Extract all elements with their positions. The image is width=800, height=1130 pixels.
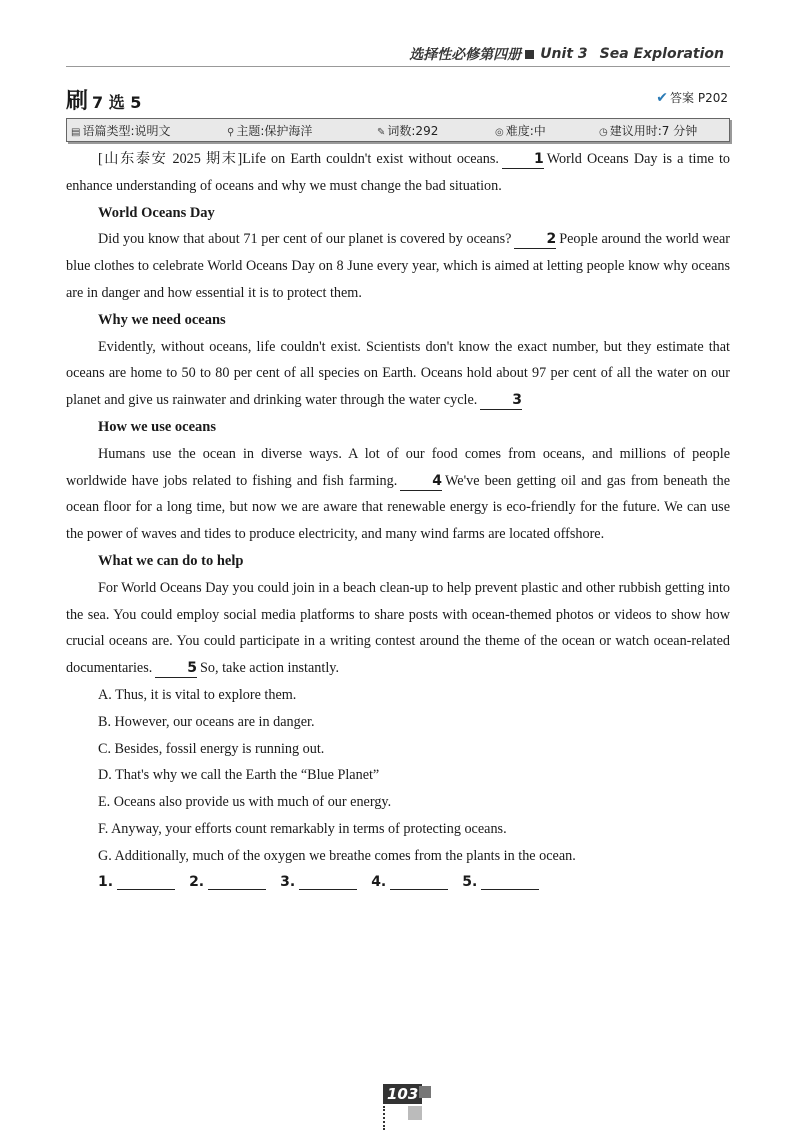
info-word-count — [377, 122, 438, 139]
answer-slot-3-line[interactable] — [299, 875, 357, 890]
paragraph-5-part-b: So, take action instantly. — [200, 660, 339, 677]
section-label: 7 选 5 — [92, 93, 142, 112]
answer-slot-3[interactable] — [280, 874, 357, 890]
passage — [66, 146, 730, 870]
paragraph-1 — [66, 146, 730, 200]
paragraph-2-part-a: Did you know that about 71 per cent of our planet is covered by oceans? — [98, 231, 512, 248]
watermark-smudge — [478, 776, 534, 802]
info-theme-text: 主题:保护海洋 — [236, 124, 313, 138]
header-topic: Sea Exploration — [599, 46, 724, 62]
header-book: 选择性必修第四册 — [409, 47, 522, 63]
info-time-text: 建议用时:7 分钟 — [609, 124, 698, 138]
header-unit: Unit 3 — [540, 46, 588, 62]
answer-reference — [656, 89, 728, 106]
option-list — [66, 682, 730, 870]
paragraph-1-part-a: [山东泰安 2025 期末]Life on Earth couldn't exist without oceans. — [98, 151, 499, 167]
search-icon: ⚲ — [227, 127, 235, 138]
answer-slot-1-label: 1. — [98, 874, 114, 890]
blank-5[interactable]: 5 — [155, 659, 197, 678]
header-square-icon — [525, 50, 534, 59]
page-decor-dots — [383, 1106, 387, 1130]
page-decor-square-dark — [419, 1086, 431, 1098]
paragraph-2-part-b: People around the world wear blue clothes to celebrate World Oceans Day on 8 June every year, which is aimed at letting people know why oceans are in danger and how essential it is to protect them. — [66, 231, 730, 301]
option-g[interactable]: G. Additionally, much of the oxygen we breathe comes from the plants in the ocean. — [98, 847, 576, 864]
answer-slot-2-label: 2. — [189, 874, 205, 890]
paragraph-5 — [66, 575, 730, 682]
heading-what-we-can-do: What we can do to help — [98, 552, 244, 569]
info-theme — [227, 122, 312, 139]
section-badge: 刷 — [66, 89, 89, 114]
page-number — [383, 1084, 422, 1104]
heading-world-oceans-day: World Oceans Day — [98, 204, 215, 221]
difficulty-icon: ◎ — [495, 127, 504, 138]
paragraph-2 — [66, 226, 730, 306]
option-c[interactable]: C. Besides, fossil energy is running out. — [98, 740, 325, 757]
answer-slot-1[interactable] — [98, 874, 175, 890]
info-difficulty-text: 难度:中 — [505, 124, 546, 138]
answer-slot-4[interactable] — [371, 874, 448, 890]
section-title — [66, 84, 141, 115]
answer-slot-4-line[interactable] — [390, 875, 448, 890]
option-e[interactable]: E. Oceans also provide us with much of our energy. — [98, 794, 392, 811]
paragraph-1-part-b: World Oceans Day is a time to enhance understanding of oceans and why we must change the bad situation. — [66, 151, 730, 194]
blank-4[interactable]: 4 — [400, 472, 442, 491]
answer-slot-1-line[interactable] — [117, 875, 175, 890]
answer-line — [98, 874, 539, 890]
option-a[interactable]: A. Thus, it is vital to explore them. — [98, 686, 297, 703]
blank-1[interactable]: 1 — [502, 150, 544, 169]
paragraph-4 — [66, 441, 730, 548]
answer-slot-2-line[interactable] — [208, 875, 266, 890]
paragraph-4-part-b: We've been getting oil and gas from beneath the ocean floor for a long time, but now we are aware that renewable energy is eco-friendly for the future. We can use the power of waves and tides to produce electricity, and many wind farms are located offshore. — [66, 472, 730, 543]
page-number-box: 103 — [383, 1084, 422, 1104]
info-genre-text: 语篇类型:说明文 — [82, 124, 171, 138]
book-icon: ▤ — [71, 127, 81, 138]
pen-icon: ✎ — [377, 127, 386, 138]
option-b[interactable]: B. However, our oceans are in danger. — [98, 713, 315, 730]
answer-slot-4-label: 4. — [371, 874, 387, 890]
check-icon: ✔ — [656, 89, 669, 106]
info-difficulty — [495, 122, 546, 139]
paragraph-5-part-a: For World Oceans Day you could join in a beach clean-up to help prevent plastic and other rubbish getting into the sea. You could employ social media platforms to share posts with ocean-themed photos or videos to show how crucial oceans are. You could participate in a writing contest around the theme of the ocean or watch ocean-related documentaries. — [66, 579, 730, 677]
clock-icon: ◷ — [599, 127, 608, 138]
answer-reference-text: 答案 P202 — [670, 91, 728, 105]
paragraph-4-part-a: Humans use the ocean in diverse ways. A lot of our food comes from oceans, and millions of people worldwide have jobs related to fishing and fish farming. — [66, 445, 730, 489]
answer-slot-5-label: 5. — [462, 874, 478, 890]
heading-how-we-use-oceans: How we use oceans — [98, 418, 217, 435]
running-header — [409, 44, 724, 64]
info-genre — [71, 122, 171, 139]
heading-why-we-need-oceans: Why we need oceans — [98, 311, 226, 328]
answer-slot-5-line[interactable] — [481, 875, 539, 890]
option-d[interactable]: D. That's why we call the Earth the “Blue Planet” — [98, 767, 380, 784]
info-time — [599, 122, 697, 139]
header-divider — [66, 66, 730, 67]
page-decor-square-light — [408, 1106, 422, 1120]
paragraph-3-part-a: Evidently, without oceans, life couldn't exist. Scientists don't know the exact number, but they estimate that oceans are home to 50 to 80 per cent of all species on Earth. Oceans hold about 97 per cent of all the water on our planet and give us rainwater and drinking water through the water cycle. — [66, 338, 730, 409]
answer-slot-3-label: 3. — [280, 874, 296, 890]
answer-slot-2[interactable] — [189, 874, 266, 890]
info-word-count-text: 词数:292 — [387, 124, 439, 138]
info-bar — [66, 118, 730, 142]
answer-slot-5[interactable] — [462, 874, 539, 890]
blank-3[interactable]: 3 — [480, 391, 522, 410]
blank-2[interactable]: 2 — [514, 230, 556, 249]
paragraph-3 — [66, 334, 730, 414]
option-f[interactable]: F. Anyway, your efforts count remarkably in terms of protecting oceans. — [98, 820, 507, 837]
